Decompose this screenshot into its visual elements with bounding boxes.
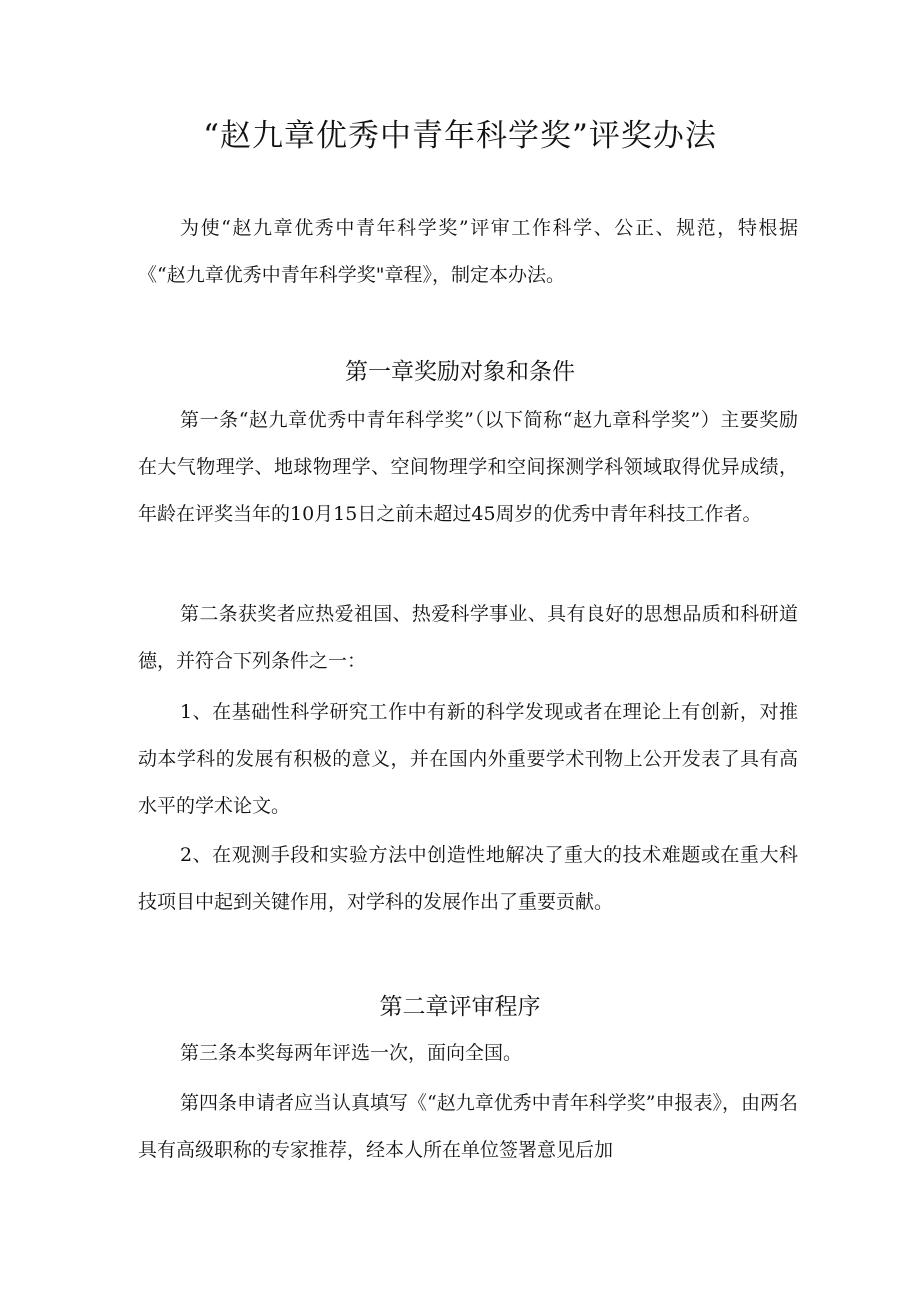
chapter-2-heading: 第二章评审程序: [379, 994, 541, 1020]
article-4-paragraph: 第四条申请者应当认真填写《“赵九章优秀中青年科学奖”申报表》，由两名具有高级职称的专家推荐，经本人所在单位签署意见后加: [138, 1092, 798, 1161]
article-1-paragraph: 第一条“赵九章优秀中青年科学奖”（以下简称“赵九章科学奖”）主要奖励在大气物理学、地球物理学、空间物理学和空间探测学科领域取得优异成绩，年龄在评奖当年的10月15日之前未超过45周岁的优秀中青年科技工作者。: [138, 409, 798, 525]
intro-paragraph: 为使“赵九章优秀中青年科学奖”评审工作科学、公正、规范，特根据《“赵九章优秀中青年科学奖"章程》，制定本办法。: [138, 217, 798, 286]
chapter-1-heading: 第一章奖励对象和条件: [345, 359, 575, 385]
condition-2-paragraph: 2、在观测手段和实验方法中创造性地解决了重大的技术难题或在重大科技项目中起到关键作用，对学科的发展作出了重要贡献。: [138, 844, 798, 913]
condition-1-paragraph: 1、在基础性科学研究工作中有新的科学发现或者在理论上有创新，对推动本学科的发展有积极的意义，并在国内外重要学术刊物上公开发表了具有高水平的学术论文。: [138, 701, 798, 817]
article-2-paragraph: 第二条获奖者应热爱祖国、热爱科学事业、具有良好的思想品质和科研道德，并符合下列条件之一：: [138, 603, 798, 672]
document-title: “赵九章优秀中青年科学奖”评奖办法: [203, 118, 717, 154]
article-3-paragraph: 第三条本奖每两年评选一次，面向全国。: [180, 1042, 523, 1064]
